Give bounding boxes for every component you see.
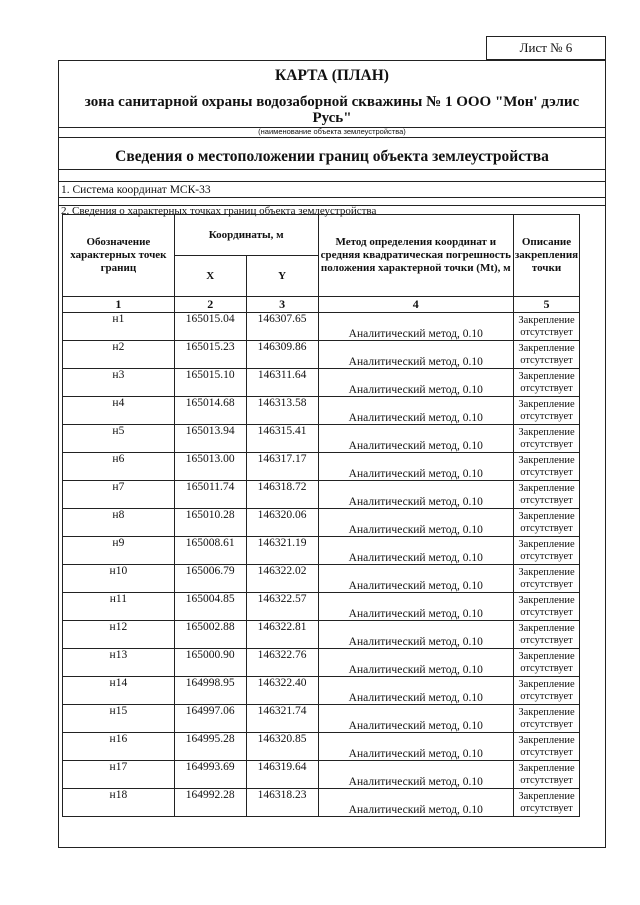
table-row (63, 537, 580, 565)
desc-cell: Закрепление отсутствует (513, 369, 579, 397)
table-row (63, 313, 580, 341)
title-block (59, 61, 605, 128)
header-name: Обозначение характерных точек границ (63, 215, 175, 297)
point-name-cell: н18 (63, 789, 175, 817)
y-coord-cell: 146322.57 (246, 593, 318, 621)
y-coord-cell: 146319.64 (246, 761, 318, 789)
point-name-cell: н4 (63, 397, 175, 425)
method-cell: Аналитический метод, 0.10 (318, 705, 513, 733)
method-cell: Аналитический метод, 0.10 (318, 453, 513, 481)
method-cell: Аналитический метод, 0.10 (318, 789, 513, 817)
header-coords: Координаты, м (174, 215, 318, 256)
sheet-number: Лист № 6 (486, 36, 606, 60)
point-name-cell: н6 (63, 453, 175, 481)
x-coord-cell: 164995.28 (174, 733, 246, 761)
y-coord-cell: 146321.74 (246, 705, 318, 733)
x-coord-cell: 165006.79 (174, 565, 246, 593)
point-name-cell: н14 (63, 677, 175, 705)
header-desc: Описание закрепления точки (513, 215, 579, 297)
header-y: Y (246, 256, 318, 297)
x-coord-cell: 165008.61 (174, 537, 246, 565)
x-coord-cell: 165011.74 (174, 481, 246, 509)
point-name-cell: н11 (63, 593, 175, 621)
document-frame (58, 60, 606, 848)
y-coord-cell: 146322.02 (246, 565, 318, 593)
desc-cell: Закрепление отсутствует (513, 761, 579, 789)
table-row (63, 761, 580, 789)
y-coord-cell: 146309.86 (246, 341, 318, 369)
table-row (63, 593, 580, 621)
x-coord-cell: 165004.85 (174, 593, 246, 621)
method-cell: Аналитический метод, 0.10 (318, 733, 513, 761)
y-coord-cell: 146318.72 (246, 481, 318, 509)
coord-system-line: 1. Система координат МСК-33 (59, 182, 605, 198)
table-row (63, 453, 580, 481)
points-table (62, 214, 580, 817)
table-row (63, 565, 580, 593)
x-coord-cell: 165015.23 (174, 341, 246, 369)
page-subtitle: зона санитарной охраны водозаборной скважины № 1 ООО "Мон' дэлис Русь" (84, 94, 580, 126)
table-row (63, 649, 580, 677)
desc-cell: Закрепление отсутствует (513, 621, 579, 649)
point-name-cell: н13 (63, 649, 175, 677)
x-coord-cell: 165013.00 (174, 453, 246, 481)
point-name-cell: н2 (63, 341, 175, 369)
column-number: 4 (318, 297, 513, 313)
point-name-cell: н8 (63, 509, 175, 537)
x-coord-cell: 165015.10 (174, 369, 246, 397)
column-number: 3 (246, 297, 318, 313)
x-coord-cell: 165002.88 (174, 621, 246, 649)
desc-cell: Закрепление отсутствует (513, 341, 579, 369)
table-row (63, 733, 580, 761)
method-cell: Аналитический метод, 0.10 (318, 593, 513, 621)
x-coord-cell: 165010.28 (174, 509, 246, 537)
point-name-cell: н17 (63, 761, 175, 789)
x-coord-cell: 164993.69 (174, 761, 246, 789)
column-number: 5 (513, 297, 579, 313)
y-coord-cell: 146322.81 (246, 621, 318, 649)
desc-cell: Закрепление отсутствует (513, 453, 579, 481)
y-coord-cell: 146315.41 (246, 425, 318, 453)
method-cell: Аналитический метод, 0.10 (318, 341, 513, 369)
method-cell: Аналитический метод, 0.10 (318, 761, 513, 789)
y-coord-cell: 146313.58 (246, 397, 318, 425)
point-name-cell: н15 (63, 705, 175, 733)
column-number: 2 (174, 297, 246, 313)
header-x: X (174, 256, 246, 297)
point-name-cell: н3 (63, 369, 175, 397)
table-row (63, 509, 580, 537)
point-name-cell: н10 (63, 565, 175, 593)
table-row (63, 369, 580, 397)
desc-cell: Закрепление отсутствует (513, 537, 579, 565)
table-row (63, 481, 580, 509)
desc-cell: Закрепление отсутствует (513, 705, 579, 733)
point-name-cell: н16 (63, 733, 175, 761)
column-number-row (63, 297, 580, 313)
desc-cell: Закрепление отсутствует (513, 313, 579, 341)
points-table-body (63, 313, 580, 817)
table-row (63, 341, 580, 369)
desc-cell: Закрепление отсутствует (513, 789, 579, 817)
method-cell: Аналитический метод, 0.10 (318, 621, 513, 649)
desc-cell: Закрепление отсутствует (513, 677, 579, 705)
x-coord-cell: 164997.06 (174, 705, 246, 733)
table-row (63, 677, 580, 705)
y-coord-cell: 146322.76 (246, 649, 318, 677)
x-coord-cell: 164998.95 (174, 677, 246, 705)
y-coord-cell: 146320.06 (246, 509, 318, 537)
method-cell: Аналитический метод, 0.10 (318, 425, 513, 453)
method-cell: Аналитический метод, 0.10 (318, 677, 513, 705)
desc-cell: Закрепление отсутствует (513, 425, 579, 453)
y-coord-cell: 146311.64 (246, 369, 318, 397)
method-cell: Аналитический метод, 0.10 (318, 397, 513, 425)
method-cell: Аналитический метод, 0.10 (318, 313, 513, 341)
points-info-line: 2. Сведения о характерных точках границ объекта землеустройства (61, 205, 377, 217)
y-coord-cell: 146321.19 (246, 537, 318, 565)
point-name-cell: н9 (63, 537, 175, 565)
table-row (63, 621, 580, 649)
x-coord-cell: 165013.94 (174, 425, 246, 453)
y-coord-cell: 146318.23 (246, 789, 318, 817)
header-method: Метод определения координат и средняя квадратическая погрешность положения характерной точки (Mt), м (318, 215, 513, 297)
column-number: 1 (63, 297, 175, 313)
table-row (63, 789, 580, 817)
desc-cell: Закрепление отсутствует (513, 481, 579, 509)
section-title: Сведения о местоположении границ объекта землеустройства (59, 138, 605, 170)
y-coord-cell: 146317.17 (246, 453, 318, 481)
desc-cell: Закрепление отсутствует (513, 733, 579, 761)
y-coord-cell: 146322.40 (246, 677, 318, 705)
point-name-cell: н5 (63, 425, 175, 453)
method-cell: Аналитический метод, 0.10 (318, 649, 513, 677)
table-row (63, 425, 580, 453)
desc-cell: Закрепление отсутствует (513, 397, 579, 425)
table-row (63, 705, 580, 733)
point-name-cell: н1 (63, 313, 175, 341)
x-coord-cell: 164992.28 (174, 789, 246, 817)
x-coord-cell: 165014.68 (174, 397, 246, 425)
x-coord-cell: 165015.04 (174, 313, 246, 341)
desc-cell: Закрепление отсутствует (513, 649, 579, 677)
method-cell: Аналитический метод, 0.10 (318, 537, 513, 565)
desc-cell: Закрепление отсутствует (513, 593, 579, 621)
page-title: КАРТА (ПЛАН) (275, 67, 389, 84)
spacer-row (59, 171, 605, 182)
y-coord-cell: 146320.85 (246, 733, 318, 761)
method-cell: Аналитический метод, 0.10 (318, 369, 513, 397)
point-name-cell: н12 (63, 621, 175, 649)
point-name-cell: н7 (63, 481, 175, 509)
method-cell: Аналитический метод, 0.10 (318, 565, 513, 593)
x-coord-cell: 165000.90 (174, 649, 246, 677)
desc-cell: Закрепление отсутствует (513, 565, 579, 593)
y-coord-cell: 146307.65 (246, 313, 318, 341)
desc-cell: Закрепление отсутствует (513, 509, 579, 537)
method-cell: Аналитический метод, 0.10 (318, 481, 513, 509)
method-cell: Аналитический метод, 0.10 (318, 509, 513, 537)
object-caption: (наименование объекта землеустройства) (59, 127, 605, 138)
table-row (63, 397, 580, 425)
